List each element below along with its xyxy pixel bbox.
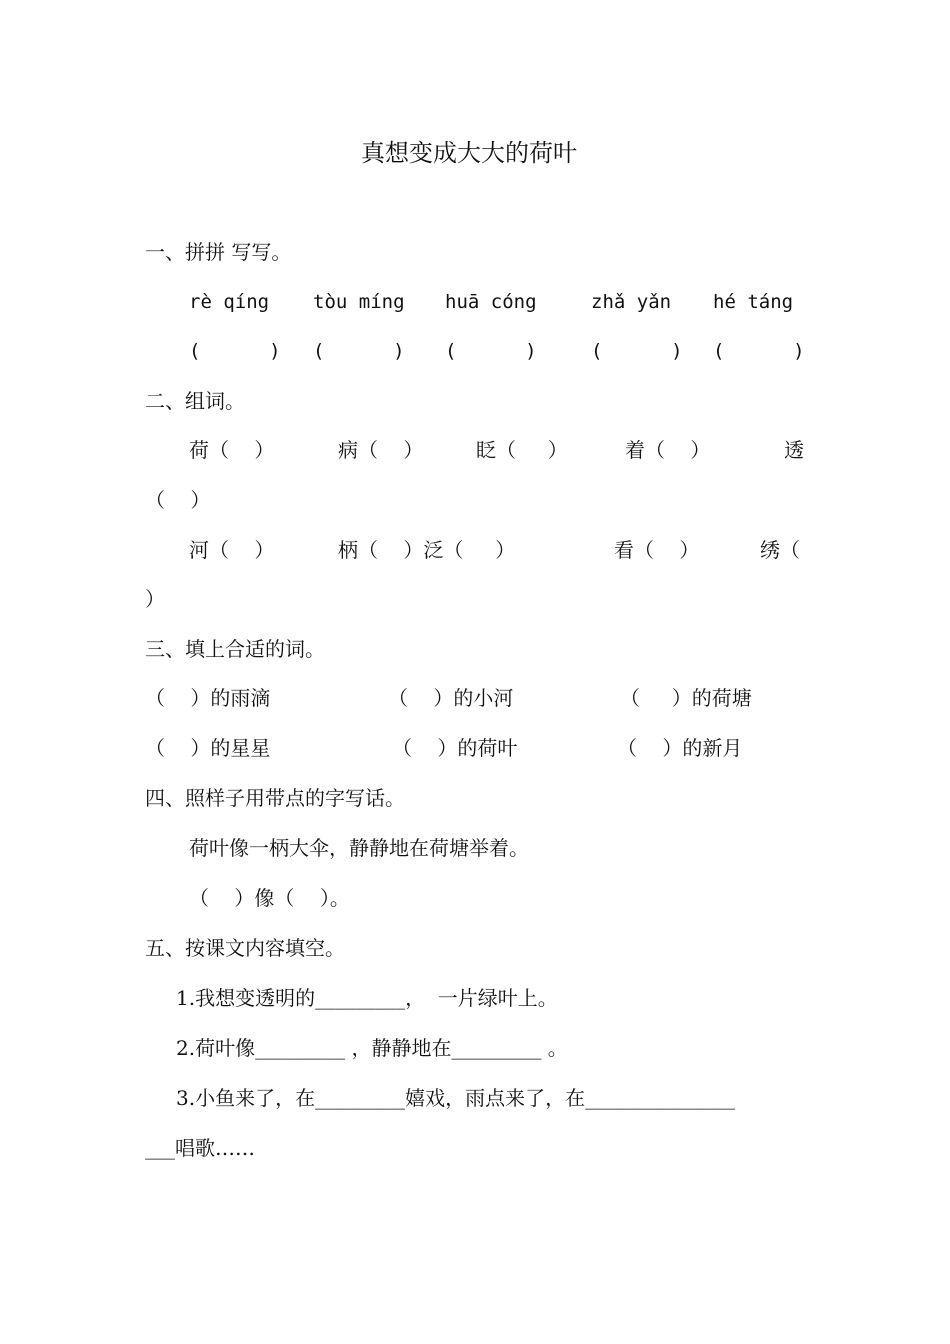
pinyin-1: rè qíng — [189, 291, 270, 313]
word-item[interactable]: 柄（ ）泛（ ） — [338, 538, 516, 562]
section-5-heading: 五、按课文内容填空。 — [145, 936, 345, 960]
word-item[interactable]: 绣（ — [760, 538, 800, 562]
word-item[interactable]: 荷（ ） — [189, 438, 275, 462]
word-item: 透 — [784, 438, 804, 462]
answer-blank-1[interactable]: ( ) — [189, 340, 281, 362]
fill-phrase[interactable]: （ ）的小河 — [388, 686, 514, 710]
page-title: 真想变成大大的荷叶 — [361, 139, 577, 167]
word-item[interactable]: 着（ ） — [625, 438, 711, 462]
word-item[interactable]: 看（ ） — [614, 538, 700, 562]
fill-line-3-wrap[interactable]: ___唱歌…… — [145, 1136, 255, 1160]
word-item[interactable]: 河（ ） — [189, 538, 275, 562]
word-item[interactable]: 病（ ） — [338, 438, 424, 462]
answer-blank-4[interactable]: ( ) — [591, 340, 683, 362]
fill-line-3[interactable]: 3.小鱼来了，在_________嬉戏，雨点来了，在_______________ — [176, 1086, 736, 1110]
fill-phrase[interactable]: （ ）的荷塘 — [620, 686, 752, 710]
pinyin-5: hé táng — [713, 291, 794, 313]
fill-phrase[interactable]: （ ）的星星 — [145, 736, 271, 760]
fill-phrase[interactable]: （ ）的雨滴 — [145, 686, 271, 710]
section-4-heading: 四、照样子用带点的字写话。 — [145, 786, 405, 810]
word-item-wrap[interactable]: （ ） — [145, 488, 211, 512]
fill-line-2[interactable]: 2.荷叶像_________ ，静静地在_________ 。 — [176, 1036, 568, 1060]
word-item-wrap: ） — [145, 587, 165, 611]
sentence-blank[interactable]: （ ）像（ ）。 — [189, 886, 350, 910]
pinyin-3: huā cóng — [445, 291, 537, 313]
section-3-heading: 三、填上合适的词。 — [145, 637, 325, 661]
pinyin-2: tòu míng — [313, 291, 405, 313]
section-2-heading: 二、组词。 — [145, 389, 245, 413]
example-sentence: 荷叶像一柄大伞，静静地在荷塘举着。 — [189, 836, 529, 860]
section-1-heading: 一、拼拼 写写。 — [145, 240, 292, 264]
word-item[interactable]: 眨（ ） — [476, 438, 568, 462]
fill-phrase[interactable]: （ ）的荷叶 — [392, 736, 518, 760]
fill-phrase[interactable]: （ ）的新月 — [617, 736, 743, 760]
pinyin-4: zhǎ yǎn — [591, 291, 672, 313]
answer-blank-3[interactable]: ( ) — [445, 340, 537, 362]
answer-blank-2[interactable]: ( ) — [313, 340, 405, 362]
fill-line-1[interactable]: 1.我想变透明的_________， 一片绿叶上。 — [176, 986, 558, 1010]
answer-blank-5[interactable]: ( ) — [713, 340, 805, 362]
